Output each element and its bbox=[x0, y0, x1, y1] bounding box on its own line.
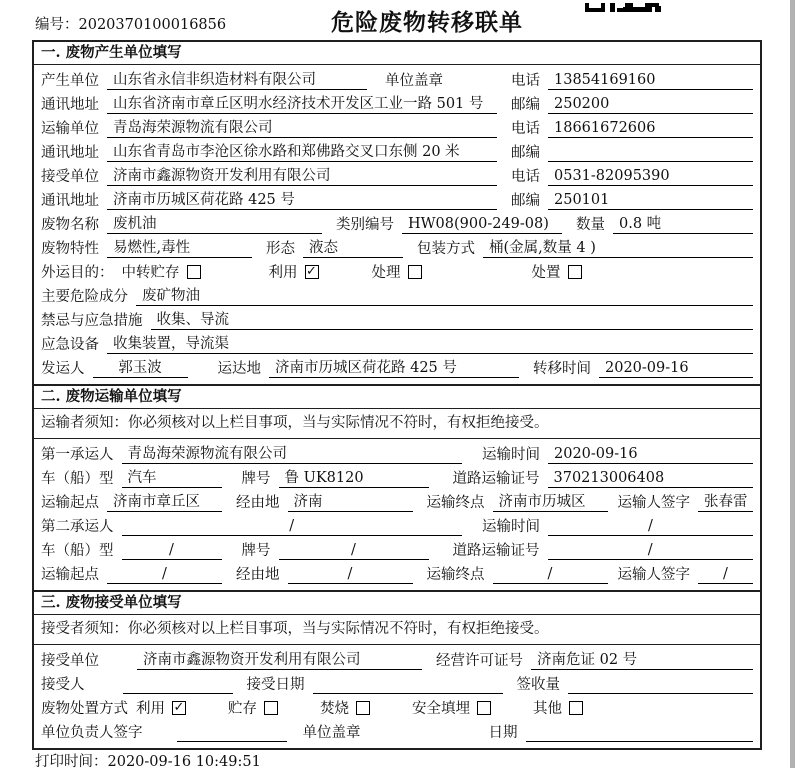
first-via-label: 经由地 bbox=[236, 495, 280, 511]
first-driver-sign-label: 运输人签字 bbox=[617, 495, 690, 511]
row-receiver-unit bbox=[41, 164, 753, 188]
accept-person-value bbox=[123, 674, 233, 694]
unit-seal-label: 单位盖章 bbox=[385, 73, 443, 89]
form-state-value: 液态 bbox=[303, 238, 403, 258]
receiver-postcode-label: 邮编 bbox=[511, 193, 540, 209]
producer-unit-value: 山东省永信非织造材料有限公司 bbox=[107, 70, 367, 90]
empty-checkbox-icon bbox=[187, 265, 201, 279]
serial-number: 2020370100016856 bbox=[78, 17, 227, 33]
print-time-label: 打印时间： bbox=[35, 754, 108, 770]
transporter-postcode-value bbox=[548, 142, 753, 162]
row-accept-person bbox=[41, 672, 753, 696]
second-plate-label: 牌号 bbox=[241, 543, 271, 559]
row-emergency-measures bbox=[41, 308, 753, 332]
row-transporter-address bbox=[41, 140, 753, 164]
spacer bbox=[278, 719, 320, 720]
second-transport-date-value: / bbox=[548, 516, 753, 536]
emergency-measures-label: 禁忌与应急措施 bbox=[41, 313, 143, 329]
second-origin-value: / bbox=[107, 564, 222, 584]
empty-checkbox-icon bbox=[569, 701, 583, 715]
row-first-vehicle bbox=[41, 466, 753, 490]
spacer bbox=[369, 743, 475, 744]
sign-date-value bbox=[526, 722, 754, 742]
purpose-transit-storage-checkbox-label: 中转贮存 bbox=[121, 265, 180, 281]
second-carrier-label: 第二承运人 bbox=[41, 519, 114, 535]
manifest-form bbox=[32, 40, 762, 750]
transfer-date-value: 2020-09-16 bbox=[599, 358, 753, 378]
category-code-value: HW08(900-249-08) bbox=[402, 214, 562, 234]
received-amount-value bbox=[568, 674, 753, 694]
first-plate-value: 鲁 UK8120 bbox=[279, 468, 429, 488]
disposal-incinerate-checkbox-label: 焚烧 bbox=[320, 701, 349, 717]
first-vehicle-type-label: 车（船）型 bbox=[41, 471, 114, 487]
disposal-landfill-checkbox-label: 安全填埋 bbox=[412, 701, 470, 717]
row-accept-unit bbox=[41, 648, 753, 672]
responsible-sign-value bbox=[177, 722, 287, 742]
first-destination-value: 济南市历城区 bbox=[493, 492, 608, 512]
disposal-reuse-checkbox-label: 利用 bbox=[136, 701, 165, 717]
purpose-disposal-checkbox bbox=[532, 261, 582, 282]
second-via-value: / bbox=[288, 564, 413, 584]
transporter-unit-label: 运输单位 bbox=[41, 121, 99, 137]
first-origin-value: 济南市章丘区 bbox=[107, 492, 222, 512]
receiver-rows bbox=[34, 645, 760, 748]
consignor-label: 发运人 bbox=[41, 361, 85, 377]
producer-postcode-value: 250200 bbox=[548, 94, 753, 114]
accept-unit-value: 济南市鑫源物资开发利用有限公司 bbox=[137, 650, 422, 670]
second-destination-value: / bbox=[493, 564, 608, 584]
second-plate-value: / bbox=[279, 540, 429, 560]
disposal-storage-checkbox-label: 贮存 bbox=[228, 701, 257, 717]
checked-checkbox-icon: ✓ bbox=[306, 264, 317, 279]
receiver-notice: 接受者须知：你必须核对以上栏目事项，当与实际情况不符时，有权拒绝接受。 bbox=[34, 615, 760, 645]
destination-label: 运达地 bbox=[217, 361, 261, 377]
emergency-equipment-value: 收集装置，导流渠 bbox=[107, 334, 753, 354]
second-road-permit-label: 道路运输证号 bbox=[452, 543, 540, 559]
first-road-permit-label: 道路运输证号 bbox=[452, 471, 540, 487]
row-producer-address bbox=[41, 92, 753, 116]
producer-postcode-label: 邮编 bbox=[511, 97, 540, 113]
transfer-purpose-label: 外运目的： bbox=[41, 265, 114, 281]
producer-phone-value: 13854169160 bbox=[548, 70, 753, 90]
first-via-value: 济南 bbox=[288, 492, 413, 512]
received-amount-label: 签收量 bbox=[516, 677, 560, 693]
section-producer bbox=[32, 40, 762, 386]
transport-notice: 运输者须知：你必须核对以上栏目事项，当与实际情况不符时，有权拒绝接受。 bbox=[34, 409, 760, 439]
transport-rows bbox=[34, 439, 760, 590]
quantity-label: 数量 bbox=[576, 217, 605, 233]
accept-date-label: 接受日期 bbox=[246, 677, 305, 693]
hazard-component-value: 废矿物油 bbox=[136, 286, 753, 306]
waste-name-value: 废机油 bbox=[107, 214, 322, 234]
purpose-treatment-checkbox-label: 处理 bbox=[371, 265, 401, 281]
purpose-reuse-checkbox-label: 利用 bbox=[268, 265, 298, 281]
qr-code-fragment bbox=[585, 0, 661, 16]
sign-date-label: 日期 bbox=[488, 725, 518, 741]
disposal-method-label: 废物处置方式 bbox=[41, 701, 128, 717]
packaging-value: 桶(金属,数量 4 ) bbox=[483, 238, 753, 258]
waste-property-label: 废物特性 bbox=[41, 241, 99, 257]
purpose-treatment-checkbox bbox=[372, 261, 422, 282]
packaging-label: 包装方式 bbox=[417, 241, 475, 257]
producer-unit-label: 产生单位 bbox=[41, 73, 99, 89]
purpose-transit-storage-checkbox bbox=[122, 261, 201, 282]
purpose-disposal-checkbox-label: 处置 bbox=[531, 265, 561, 281]
transporter-address-label: 通讯地址 bbox=[41, 145, 99, 161]
second-driver-sign-value: / bbox=[698, 564, 753, 584]
empty-checkbox-icon bbox=[408, 265, 422, 279]
disposal-storage-checkbox bbox=[228, 697, 278, 718]
receiver-postcode-value: 250101 bbox=[548, 190, 753, 210]
destination-value: 济南市历城区荷花路 425 号 bbox=[269, 358, 519, 378]
receiver-address-label: 通讯地址 bbox=[41, 193, 99, 209]
row-transfer-purpose bbox=[41, 260, 753, 284]
row-consignor bbox=[41, 356, 753, 380]
empty-checkbox-icon bbox=[356, 701, 370, 715]
first-carrier-value: 青岛海荣源物流有限公司 bbox=[122, 444, 463, 464]
spacer bbox=[370, 719, 412, 720]
license-number-label: 经营许可证号 bbox=[436, 653, 523, 669]
producer-phone-label: 电话 bbox=[511, 73, 540, 89]
emergency-equipment-label: 应急设备 bbox=[41, 337, 99, 353]
row-disposal-method bbox=[41, 696, 753, 720]
spacer bbox=[422, 283, 532, 284]
second-vehicle-type-label: 车（船）型 bbox=[41, 543, 114, 559]
receiver-section-header: 三. 废物接受单位填写 bbox=[34, 592, 760, 615]
second-carrier-value: / bbox=[122, 516, 463, 536]
empty-checkbox-icon bbox=[264, 701, 278, 715]
first-plate-label: 牌号 bbox=[241, 471, 271, 487]
row-hazard-component bbox=[41, 284, 753, 308]
responsible-sign-label: 单位负责人签字 bbox=[41, 725, 143, 741]
receiver-unit-value: 济南市鑫源物资开发利用有限公司 bbox=[107, 166, 497, 186]
spacer bbox=[151, 743, 177, 744]
accept-unit-label: 接受单位 bbox=[41, 653, 99, 669]
producer-address-label: 通讯地址 bbox=[41, 97, 99, 113]
spacer bbox=[201, 283, 269, 284]
transporter-unit-value: 青岛海荣源物流有限公司 bbox=[107, 118, 497, 138]
row-first-carrier bbox=[41, 442, 753, 466]
section-receiver bbox=[32, 590, 762, 750]
spacer bbox=[491, 719, 533, 720]
spacer bbox=[319, 283, 372, 284]
spacer bbox=[107, 671, 137, 672]
second-origin-label: 运输起点 bbox=[41, 567, 99, 583]
second-via-label: 经由地 bbox=[236, 567, 280, 583]
row-waste-name bbox=[41, 212, 753, 236]
second-road-permit-value: / bbox=[548, 540, 754, 560]
row-transporter-unit bbox=[41, 116, 753, 140]
second-driver-sign-label: 运输人签字 bbox=[617, 567, 690, 583]
transporter-postcode-label: 邮编 bbox=[511, 145, 540, 161]
row-second-route bbox=[41, 562, 753, 586]
qr-code-fragment-svg bbox=[585, 3, 661, 12]
receiver-phone-label: 电话 bbox=[511, 169, 540, 185]
row-receiver-address bbox=[41, 188, 753, 212]
transporter-address-value: 山东省青岛市李沧区徐水路和郑佛路交叉口东侧 20 米 bbox=[107, 142, 497, 162]
receiver-address-value: 济南市历城区荷花路 425 号 bbox=[107, 190, 497, 210]
second-transport-date-label: 运输时间 bbox=[482, 519, 540, 535]
first-destination-label: 运输终点 bbox=[426, 495, 485, 511]
disposal-reuse-checkbox bbox=[136, 697, 186, 718]
row-second-vehicle bbox=[41, 538, 753, 562]
first-vehicle-type-value: 汽车 bbox=[122, 468, 222, 488]
transport-section-header: 二. 废物运输单位填写 bbox=[34, 386, 760, 409]
transporter-phone-value: 18661672606 bbox=[548, 118, 753, 138]
quantity-value: 0.8 吨 bbox=[613, 214, 753, 234]
row-first-route bbox=[41, 490, 753, 514]
checked-checkbox-icon: ✓ bbox=[173, 700, 185, 715]
row-emergency-equipment bbox=[41, 332, 753, 356]
row-producer-unit bbox=[41, 68, 753, 92]
form-serial bbox=[35, 13, 226, 34]
second-destination-label: 运输终点 bbox=[426, 567, 485, 583]
disposal-other-checkbox-label: 其他 bbox=[533, 701, 562, 717]
producer-rows bbox=[34, 65, 760, 384]
hazard-component-label: 主要危险成分 bbox=[41, 289, 128, 305]
page-title: 危险废物转移联单 bbox=[331, 9, 523, 36]
producer-address-value: 山东省济南市章丘区明水经济技术开发区工业一路 501 号 bbox=[107, 94, 497, 114]
first-driver-sign-value: 张春雷 bbox=[698, 492, 753, 512]
disposal-incinerate-checkbox bbox=[320, 697, 370, 718]
spacer bbox=[186, 719, 228, 720]
empty-checkbox-icon bbox=[568, 265, 582, 279]
first-transport-date-value: 2020-09-16 bbox=[548, 444, 753, 464]
accept-person-label: 接受人 bbox=[41, 677, 85, 693]
print-time-value: 2020-09-16 10:49:51 bbox=[107, 754, 261, 770]
section-transport bbox=[32, 384, 762, 592]
waste-name-label: 废物名称 bbox=[41, 217, 99, 233]
serial-label: 编号： bbox=[35, 17, 79, 33]
emergency-measures-value: 收集、导流 bbox=[151, 310, 754, 330]
license-number-value: 济南危证 02 号 bbox=[531, 650, 753, 670]
spacer bbox=[93, 695, 123, 696]
consignor-name-value: 郭玉波 bbox=[93, 358, 188, 378]
first-origin-label: 运输起点 bbox=[41, 495, 99, 511]
spacer bbox=[451, 91, 497, 92]
first-road-permit-value: 370213006408 bbox=[548, 468, 754, 488]
row-waste-property bbox=[41, 236, 753, 260]
form-state-label: 形态 bbox=[266, 241, 295, 257]
accept-date-value bbox=[313, 674, 503, 694]
receiver-phone-value: 0531-82095390 bbox=[548, 166, 753, 186]
first-transport-date-label: 运输时间 bbox=[482, 447, 540, 463]
row-second-carrier bbox=[41, 514, 753, 538]
disposal-other-checkbox bbox=[533, 697, 583, 718]
row-responsible-sign bbox=[41, 720, 753, 744]
producer-section-header: 一. 废物产生单位填写 bbox=[34, 42, 760, 65]
page-edge-line bbox=[790, 0, 795, 768]
waste-property-value: 易燃性,毒性 bbox=[107, 238, 252, 258]
transporter-phone-label: 电话 bbox=[511, 121, 540, 137]
second-vehicle-type-value: / bbox=[122, 540, 222, 560]
receiver-seal-label: 单位盖章 bbox=[302, 725, 361, 741]
first-carrier-label: 第一承运人 bbox=[41, 447, 114, 463]
disposal-landfill-checkbox bbox=[412, 697, 491, 718]
transfer-date-label: 转移时间 bbox=[533, 361, 591, 377]
purpose-reuse-checkbox bbox=[269, 261, 319, 282]
empty-checkbox-icon bbox=[477, 701, 491, 715]
category-code-label: 类别编号 bbox=[336, 217, 394, 233]
receiver-unit-label: 接受单位 bbox=[41, 169, 99, 185]
